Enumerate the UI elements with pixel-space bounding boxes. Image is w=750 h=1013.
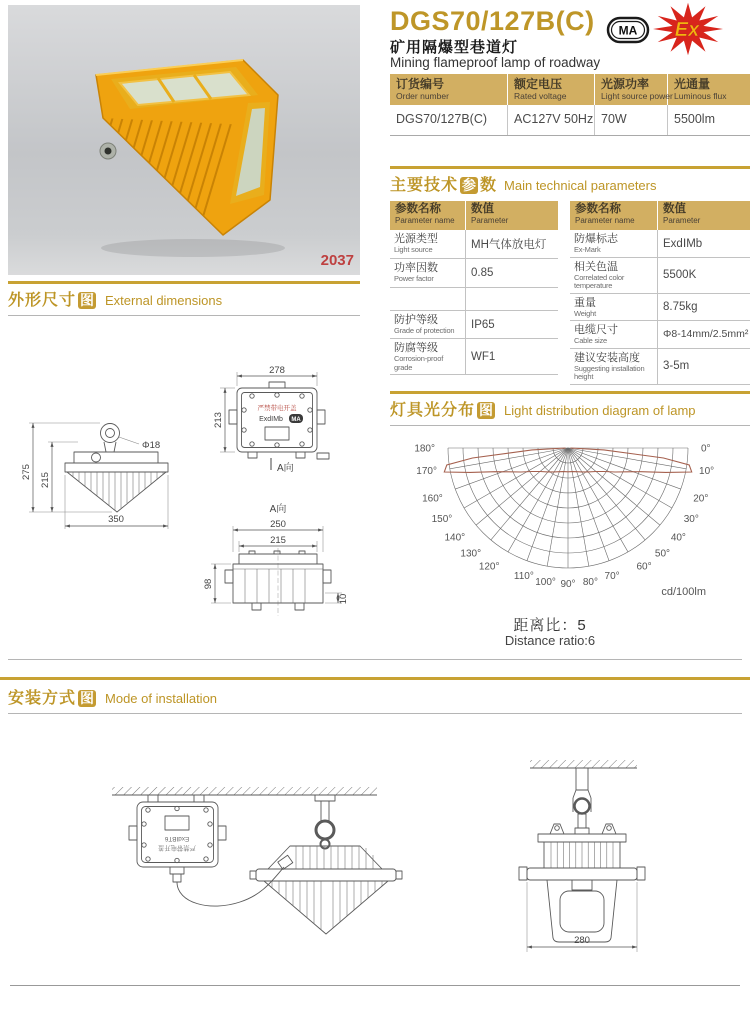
lamp-shadow (101, 239, 285, 257)
luminous-flux-value: 5500lm (674, 112, 715, 126)
section-header-installation (8, 685, 217, 708)
section-title-boxed-char: 参 (462, 177, 477, 193)
chart-angle-tick: 40° (670, 532, 686, 544)
light-distribution-chart (390, 431, 750, 631)
param-row-weight (570, 294, 750, 322)
ma-logo-text: MA (618, 23, 638, 38)
subtitle-chinese: 矿用隔爆型巷道灯 (390, 39, 519, 56)
param-cn: 防护等级 (394, 314, 438, 326)
chart-angle-tick: 50° (654, 548, 671, 560)
param-cn: 相关色温 (574, 260, 618, 273)
param-cn: 防爆标志 (574, 233, 618, 245)
section-title-boxed-char: 图 (80, 690, 95, 706)
section-title-cn: 外形尺寸 (8, 292, 77, 309)
col-cn: 光源功率 (601, 77, 650, 91)
order-table (390, 74, 750, 136)
chart-angle-tick: 0° (701, 443, 711, 455)
param-row-protection-grade (390, 311, 558, 339)
param-en: Power factor (394, 274, 434, 283)
dim-top-step: 10 (338, 593, 349, 605)
dim-back-height: 213 (213, 412, 224, 428)
param-row-ex-mark (570, 230, 750, 258)
dimension-drawings (8, 360, 372, 655)
col-en: Rated voltage (514, 91, 567, 101)
order-table-col-order-number (390, 74, 508, 105)
chart-angle-tick: 60° (636, 561, 652, 573)
chart-angle-tick: 20° (693, 493, 709, 505)
param-en: Ex-Mark (574, 245, 601, 254)
param-en: Cable size (574, 336, 608, 345)
col-en: Light source power (601, 91, 673, 101)
order-number-value: DGS70/127B(C) (390, 105, 508, 135)
hdr-cn: 数值 (471, 203, 494, 215)
param-value: 3-5m (663, 360, 690, 372)
section-title-en: External dimensions (105, 293, 223, 308)
param-row-power-factor (390, 259, 558, 288)
divider-gold (0, 677, 750, 680)
distance-ratio-cn: 距离比：5 (513, 617, 587, 634)
ex-explosionproof-logo (652, 2, 724, 57)
photo-code: 2037 (320, 252, 354, 269)
section-title-en: Light distribution diagram of lamp (504, 403, 696, 418)
param-cn: 建议安装高度 (574, 351, 640, 364)
section-header-tech (390, 172, 657, 195)
divider-gray (390, 425, 750, 426)
front-view-fins (73, 472, 163, 510)
subtitle-english: Mining flameproof lamp of roadway (390, 55, 601, 70)
chart-angle-tick: 150° (431, 514, 453, 525)
param-value: 8.75kg (663, 300, 698, 313)
chart-angle-tick: 70° (604, 571, 620, 583)
param-en: Weight (574, 308, 597, 318)
param-en: Corrosion-proof grade (394, 354, 444, 372)
param-value-header (658, 201, 700, 230)
param-table-left (390, 201, 558, 375)
divider-gray (8, 315, 360, 316)
col-en: Order number (396, 91, 449, 101)
back-view-drawing (213, 365, 329, 474)
section-title-boxed-char: 图 (80, 292, 95, 308)
dim-top-width-outer: 250 (270, 519, 286, 530)
section-title-cn: 安装方式 (8, 690, 77, 707)
section-header-dimensions (8, 287, 222, 310)
rated-voltage-value: AC127V 50Hz (508, 105, 595, 135)
param-row-empty (390, 288, 558, 311)
section-title-en: Mode of installation (105, 691, 218, 706)
installation-drawings (0, 740, 750, 975)
hdr-cn: 数值 (663, 203, 686, 215)
col-cn: 订货编号 (396, 77, 445, 91)
junction-box-labels (157, 835, 195, 853)
dim-hook-diameter: Φ18 (142, 440, 161, 451)
order-table-row (390, 105, 750, 136)
param-cn: 电缆尺寸 (574, 324, 618, 336)
chart-angle-tick: 180° (414, 443, 435, 455)
dim-width: 350 (108, 514, 124, 525)
chart-angle-tick: 100° (535, 577, 556, 589)
chart-angle-tick: 140° (444, 532, 466, 544)
chart-angle-tick: 10° (699, 466, 715, 478)
warning-label: 严禁带电开盖 (257, 405, 297, 412)
section-title-boxed-char: 图 (479, 402, 494, 418)
chart-angle-tick: 170° (416, 466, 437, 478)
param-cn: 防腐等级 (394, 342, 438, 354)
top-view-drawing (203, 502, 349, 616)
section-title-en: Main technical parameters (504, 178, 657, 193)
page-title: DGS70/127B(C) (390, 6, 595, 36)
param-en: Light source (394, 245, 433, 254)
param-cn: 光源类型 (394, 233, 438, 245)
param-en: Suggesting installation height (574, 363, 645, 381)
param-table-right (570, 201, 750, 385)
top-view-fins (245, 569, 305, 603)
divider-gold (390, 391, 750, 394)
footer-rule (10, 985, 740, 986)
order-table-col-luminous-flux (668, 74, 750, 105)
param-value: ExdⅠMb (663, 238, 703, 251)
hdr-cn: 参数名称 (395, 203, 441, 215)
dim-install-width: 280 (574, 935, 590, 946)
param-cn: 功率因数 (394, 262, 438, 274)
param-value (466, 288, 558, 310)
light-source-power-value: 70W (595, 105, 668, 135)
ma-certification-logo (606, 16, 650, 44)
param-table-header (570, 201, 750, 230)
chart-angle-tick: 30° (683, 514, 699, 525)
divider-gray (8, 713, 742, 714)
divider-gray (8, 659, 742, 660)
order-table-header (390, 74, 750, 105)
dim-top-width-inner: 215 (270, 535, 286, 546)
section-title-cn: 主要技术 (390, 177, 459, 194)
dim-back-width: 278 (269, 365, 285, 376)
col-cn: 额定电压 (514, 77, 563, 91)
view-a-label: A向 (277, 463, 294, 474)
box-exmark-text: ExdⅠBT6 (164, 835, 190, 842)
section-title-cn: 灯具光分布 (390, 402, 476, 419)
section-header-distribution (390, 397, 696, 420)
dim-total-height: 275 (21, 464, 32, 480)
section-title-cn-post: 数 (480, 177, 498, 194)
param-en: Grade of protection (394, 326, 455, 335)
param-value: 5500K (663, 269, 697, 281)
dim-top-depth: 98 (203, 578, 214, 590)
hanging-bracket (573, 768, 591, 834)
param-name-header (390, 201, 466, 230)
ma-badge-text: MA (291, 417, 301, 423)
param-row-color-temperature (570, 258, 750, 294)
param-row-installation-height (570, 349, 750, 385)
param-cn: 重量 (574, 296, 596, 309)
param-value: IP65 (471, 318, 495, 331)
chart-angle-tick: 90° (560, 579, 576, 590)
param-value: 0.85 (471, 267, 494, 279)
product-photo (8, 5, 360, 275)
param-name-header (570, 201, 658, 230)
view-a-label: A向 (269, 504, 287, 515)
param-row-cable-size (570, 321, 750, 349)
hanging-hook (315, 795, 335, 849)
hdr-cn: 参数名称 (575, 203, 621, 215)
hdr-en: Parameter name (575, 216, 635, 225)
chart-units-label: cd/100lm (661, 586, 706, 598)
col-cn: 光通量 (674, 77, 711, 91)
param-row-corrosion-grade (390, 339, 558, 375)
param-en: Correlated color temperature (574, 272, 625, 290)
param-row-light-source (390, 230, 558, 259)
ex-logo-text: Ex (674, 19, 700, 41)
lamp-cable-gland (278, 855, 293, 869)
col-en: Luminous flux (674, 91, 727, 101)
ex-mark-label: ExdⅠMb (259, 416, 283, 423)
param-value-header (466, 201, 508, 230)
lamp-front-view (519, 824, 645, 942)
dim-body-height: 215 (40, 472, 51, 488)
distance-ratio-en: Distance ratio:6 (504, 633, 596, 648)
divider-gold (8, 281, 360, 284)
installation-side-view (112, 787, 402, 934)
ceiling-hatch (112, 787, 377, 795)
order-table-col-light-source-power (595, 74, 673, 105)
hdr-en: Parameter (471, 216, 509, 225)
hdr-en: Parameter (663, 216, 701, 225)
chart-angle-tick: 120° (478, 561, 500, 573)
junction-box (129, 802, 226, 882)
cable (177, 867, 284, 906)
chart-angle-tick: 110° (513, 571, 534, 583)
order-table-col-rated-voltage (508, 74, 595, 105)
front-view-drawing (21, 423, 168, 529)
lamp-side-view (250, 846, 402, 934)
param-value: WF1 (471, 350, 496, 363)
param-table-header (390, 201, 558, 230)
param-value: MH气体放电灯 (471, 239, 547, 251)
hdr-en: Parameter name (395, 216, 455, 225)
divider-gold (390, 166, 750, 169)
installation-front-view (519, 760, 645, 952)
chart-angle-tick: 130° (460, 548, 482, 560)
ceiling-hatch (530, 760, 637, 768)
param-value: Φ8-14mm/2.5mm² (663, 328, 749, 341)
chart-angle-tick: 80° (582, 577, 598, 589)
chart-angle-tick: 160° (422, 493, 443, 505)
box-warning-text: 严禁带电开盖 (158, 844, 196, 851)
